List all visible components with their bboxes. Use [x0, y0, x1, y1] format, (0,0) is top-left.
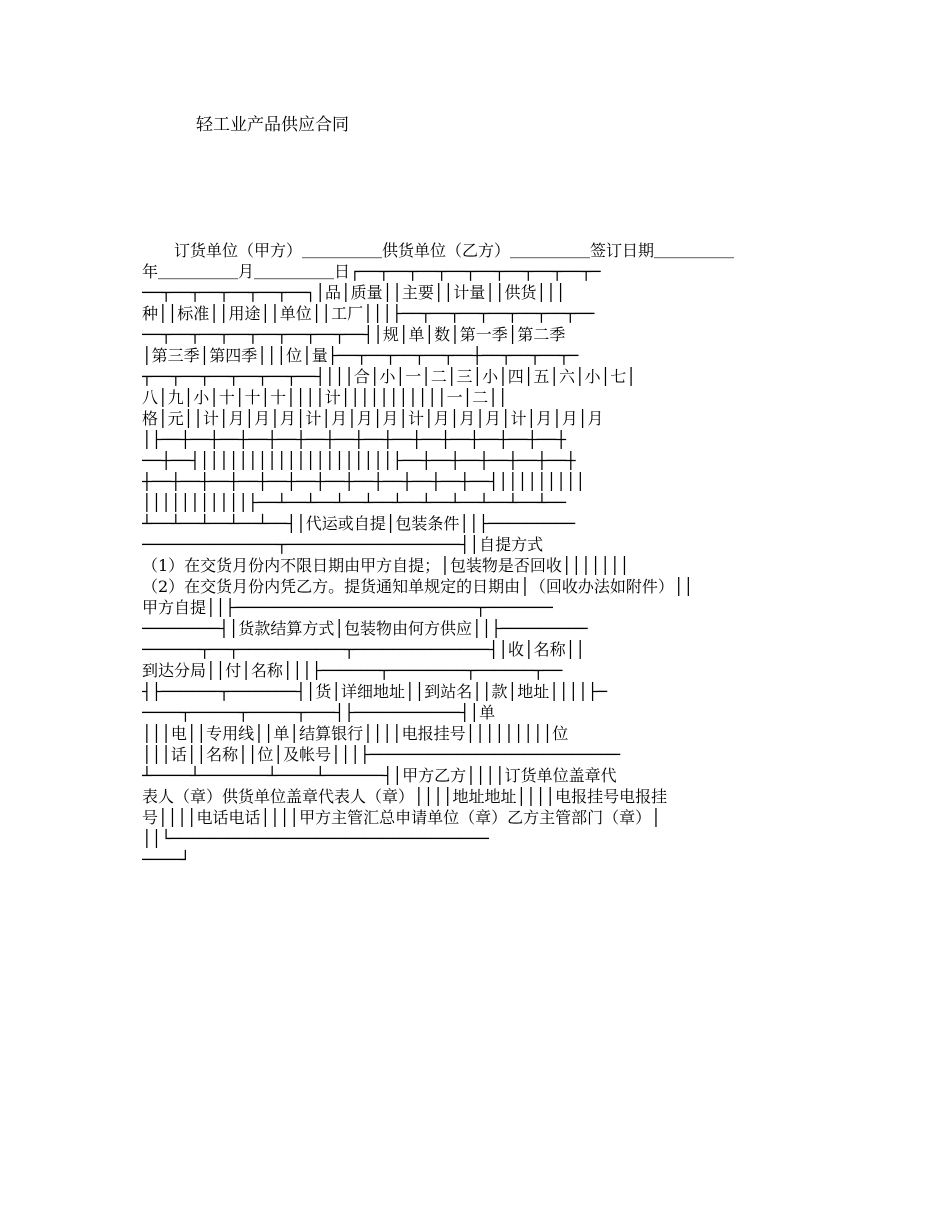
- form-line-header-quarters: ──┬──┬──┬──┬──┬──┬──┬──┤│规│单│数│第一季│第二季: [142, 325, 566, 344]
- form-line-pickup-clause-2: （2）在交货月份内凭乙方。提货通知单规定的日期由│（回收办法如附件）││: [142, 577, 694, 596]
- form-line-table-row-2: ┼──┼──┼──┼──┼──┼──┼──┼──┼──┼──┼──┼──┤│││││││││: [142, 472, 586, 491]
- form-line-date-table-top: 年＿＿＿＿＿月＿＿＿＿＿日┌──┬──┬──┬──┬──┬──┬──┬──┬─: [142, 262, 601, 281]
- form-line-header-quality: ──┬──┬──┬──┬──┬──┐│品│质量││主要││计量││供货│││: [142, 283, 566, 302]
- form-line-party-a-pickup: 甲方自提││├─────────────────────────┬───────: [142, 598, 553, 617]
- form-line-receiving-name: ──────┬──┬───────────┬──────────────┤│收│名称││: [142, 640, 585, 659]
- contract-form-body: [142, 240, 814, 870]
- form-line-header-standard: 种││标准││用途││单位││工厂│││├──┬──┬──┬──┬──┬──┬──: [142, 304, 595, 323]
- form-line-phone-bank: │││电││专用线││单│结算银行││││电报挂号│││││││││位: [142, 724, 569, 743]
- form-line-arrival-bureau: 到达分局││付│名称│││├──────┬────────┬──────┬──: [142, 661, 563, 680]
- form-line-header-quantity: │第三季│第四季│││位│量├──┬──┬──┬──┬──┼──┬──┬──┬─: [142, 346, 579, 365]
- form-line-table-bottom-1: │││││││││││├──┴──┴──┴──┴──┴──┴──┴──┴──┴──┴──: [142, 493, 566, 512]
- document-title: 轻工业产品供应合同: [196, 115, 349, 135]
- form-line-table-row-1: ──┼──┤││││││││││││││││││││├──┼──┼──┼──┼──┼──┼: [142, 451, 576, 470]
- form-line-pickup-clause-1: （1）在交货月份内不限日期由甲方自提；│包装物是否回收│││││││: [142, 556, 630, 575]
- form-line-signature-header: ┴────┴───────┴────┴──────┤│甲方乙方││││订货单位盖章代: [142, 766, 617, 785]
- form-line-header-month-numbers: 八│九│小│十│十│十││││计│││││││││││一│二││: [142, 388, 508, 407]
- form-line-table-divider-1: │├──┼──┼──┼──┼──┼──┼──┼──┼──┼──┼──┼──┼──┼──┼: [142, 430, 566, 449]
- form-line-order-supplier-date: 订货单位（甲方）＿＿＿＿＿供货单位（乙方）＿＿＿＿＿签订日期＿＿＿＿＿: [142, 241, 735, 260]
- form-line-self-pickup-method: ──────────────┬──────────────────┤│自提方式: [142, 535, 544, 554]
- form-line-phone-account: │││话││名称││位│及帐号│││├──────────────────────────: [142, 745, 621, 764]
- form-line-address-divider: ────┬─────┬─────┬───┤├───────────┤│单: [142, 703, 496, 722]
- form-line-supervisor-approval: 号││││电话电话││││甲方主管汇总申请单位（章）乙方主管部门（章）│: [142, 808, 661, 827]
- form-line-header-totals: 格│元││计│月│月│月│计│月│月│月│计│月│月│月│计│月│月│月: [142, 409, 604, 428]
- form-line-signature-representatives: 表人（章）供货单位盖章代表人（章）││││地址地址││││电报挂号电报挂: [142, 787, 668, 806]
- form-line-delivery-packaging: ┴──┴──┴──┴──┴──┤│代运或自提│包装条件││├─────────: [142, 514, 575, 533]
- form-line-payment-method: ────────┤│货款结算方式│包装物由何方供应││├─────────: [142, 619, 588, 638]
- form-line-detailed-address: ┤├──────┬───────┤│货│详细地址││到站名││款│地址││││├─: [142, 682, 607, 701]
- form-line-header-months: ┬──┬──┬──┬──┬──┬──┤│││合│小│一│二│三│小│四│五│六│小│七│: [142, 367, 636, 386]
- form-line-table-end: ────┘: [142, 850, 191, 869]
- form-line-table-bottom-2: ││└─────────────────────────────────: [142, 829, 489, 848]
